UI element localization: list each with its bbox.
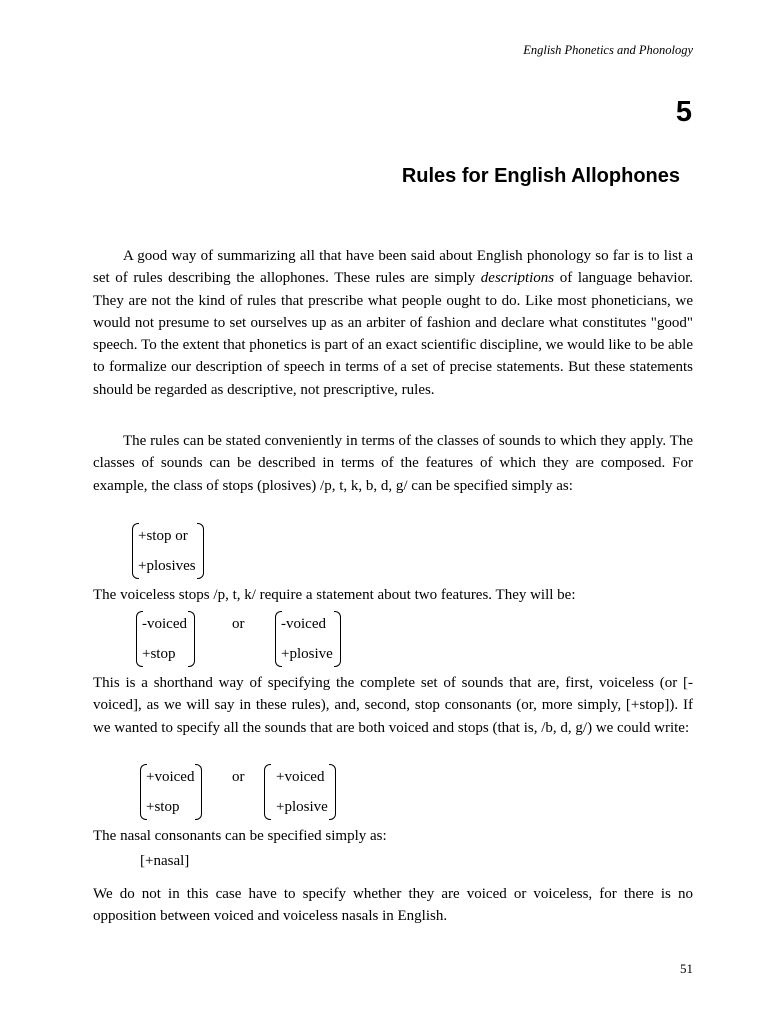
- matrix-row: +stop or: [138, 528, 188, 544]
- right-bracket: [188, 611, 195, 667]
- chapter-title: Rules for English Allophones: [401, 165, 680, 187]
- matrix-row: -voiced: [281, 616, 326, 632]
- paragraph-3: [93, 672, 693, 739]
- matrix-voiced-plosive: [264, 762, 336, 822]
- voiceless-stops-text: The voiceless stops /p, t, k/ require a statement about two features. They will be:: [93, 587, 576, 603]
- paragraph-4: [93, 883, 693, 928]
- matrix-row: +plosive: [276, 799, 328, 815]
- left-bracket: [132, 523, 139, 579]
- nasal-line: [93, 825, 693, 847]
- matrix-row: +stop: [142, 646, 176, 662]
- paragraph-1-emphasis: descriptions: [480, 270, 555, 287]
- matrix-voiceless-plosive: [275, 609, 341, 669]
- right-bracket: [197, 523, 204, 579]
- matrix-row: +voiced: [146, 769, 195, 785]
- matrix-row: +plosive: [281, 646, 333, 662]
- matrix-voiced-stop: [140, 762, 202, 822]
- paragraph-1-text-b: of language behavior. They are not the kind of rules that prescribe what people ought to do. Like most phoneticians, we would not presume to set ourselves up as an arbiter of fashion and declare what constitutes "good" speech. To the extent that phonetics is part of an exact scientific discipline, we would like to be able to formalize our description of speech in terms of a set of precise statements. But these statements should be regarded as descriptive, not prescriptive, rules.: [93, 270, 693, 398]
- page-number: 51: [680, 961, 693, 976]
- left-bracket: [136, 611, 143, 667]
- right-bracket: [334, 611, 341, 667]
- matrix-voiceless-stop: [136, 609, 195, 669]
- paragraph-1-text-a: A good way of summarizing all that have been said about English phonology so far is to list a set of rules describing the allophones. These rules are simply: [93, 248, 693, 287]
- right-bracket: [329, 764, 336, 820]
- nasal-feature: [+nasal]: [140, 853, 190, 869]
- voiceless-stops-line: [93, 584, 693, 606]
- matrix-row: +plosives: [138, 558, 196, 574]
- matrix-row: -voiced: [142, 616, 187, 632]
- matrix-row: +voiced: [276, 769, 325, 785]
- matrix-row: +stop: [146, 799, 180, 815]
- chapter-number: 5: [675, 96, 692, 128]
- or-word: or: [232, 616, 245, 632]
- paragraph-1: [93, 245, 693, 401]
- left-bracket: [275, 611, 282, 667]
- left-bracket: [140, 764, 147, 820]
- right-bracket: [195, 764, 202, 820]
- paragraph-2: [93, 430, 693, 497]
- paragraph-3-text: This is a shorthand way of specifying the complete set of sounds that are, first, voiceless (or [- voiced], as we will say in these rules), and, second, stop consonants (or, more simply, [+stop]). If we wanted to specify all the sounds that are both voiced and stops (that is, /b, d, g/) we could write:: [93, 675, 693, 736]
- paragraph-2-text: The rules can be stated conveniently in terms of the classes of sounds to which they apply. The classes of sounds can be described in terms of the features of which they are composed. For example, the class of stops (plosives) /p, t, k, b, d, g/ can be specified simply as:: [93, 433, 693, 494]
- or-word: or: [232, 769, 245, 785]
- matrix-stops: [132, 521, 204, 581]
- running-head: English Phonetics and Phonology: [523, 43, 693, 57]
- nasal-line-text: The nasal consonants can be specified simply as:: [93, 828, 387, 844]
- paragraph-4-text: We do not in this case have to specify whether they are voiced or voiceless, for there is no opposition between voiced and voiceless nasals in English.: [93, 886, 693, 925]
- left-bracket: [264, 764, 271, 820]
